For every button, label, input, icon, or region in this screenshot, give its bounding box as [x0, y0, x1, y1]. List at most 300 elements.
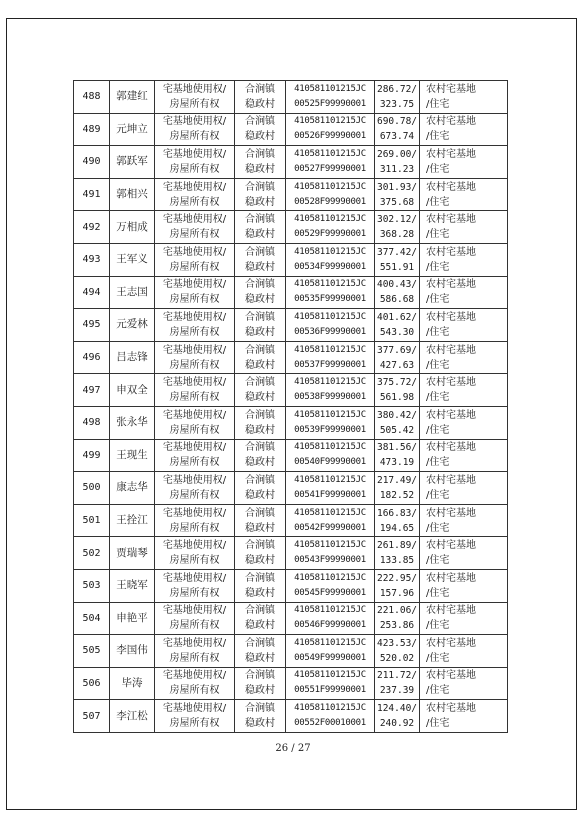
right-type-line: 房屋所有权 [169, 294, 220, 306]
land-use-cell [420, 341, 508, 374]
row-number-cell: 494 [74, 276, 110, 309]
area-cell [375, 504, 420, 537]
land-use-line: 农村宅基地 [426, 377, 476, 389]
table-row [74, 406, 508, 439]
parcel-code-line: 410581101215JC [294, 344, 366, 355]
parcel-code-cell [286, 276, 375, 309]
right-type-line: 宅基地使用权/ [162, 442, 227, 454]
parcel-code-cell [286, 569, 375, 602]
area-line: 520.02 [379, 652, 415, 664]
land-use-line: 农村宅基地 [426, 148, 476, 160]
right-type-line: 宅基地使用权/ [162, 181, 227, 193]
parcel-code-cell [286, 537, 375, 570]
table-row [74, 700, 508, 733]
area-cell [375, 667, 420, 700]
area-line: 427.63 [379, 359, 415, 371]
location-cell [235, 113, 286, 146]
parcel-code-cell [286, 504, 375, 537]
parcel-code-line: 00546F99990001 [294, 620, 366, 631]
location-line: 合涧镇 [245, 148, 275, 160]
land-use-line: /住宅 [426, 685, 450, 697]
land-use-line: /住宅 [426, 652, 450, 664]
area-line: 182.52 [379, 489, 415, 501]
land-use-line: 农村宅基地 [426, 442, 476, 454]
area-line: 323.75 [379, 98, 415, 110]
right-type-line: 房屋所有权 [169, 587, 220, 599]
location-line: 合涧镇 [245, 637, 275, 649]
right-type-line: 房屋所有权 [169, 261, 220, 273]
parcel-code-line: 410581101215JC [294, 572, 366, 583]
location-line: 稳政村 [245, 620, 275, 632]
property-register-table [73, 80, 508, 733]
right-type-line: 宅基地使用权/ [162, 409, 227, 421]
land-use-line: /住宅 [426, 457, 450, 469]
row-number-cell: 499 [74, 439, 110, 472]
land-use-line: /住宅 [426, 587, 450, 599]
location-cell [235, 81, 286, 114]
location-line: 合涧镇 [245, 409, 275, 421]
location-line: 合涧镇 [245, 377, 275, 389]
right-type-line: 房屋所有权 [169, 652, 220, 664]
location-line: 合涧镇 [245, 83, 275, 95]
land-use-cell [420, 602, 508, 635]
land-use-cell [420, 243, 508, 276]
land-use-line: 农村宅基地 [426, 605, 476, 617]
location-line: 稳政村 [245, 489, 275, 501]
parcel-code-line: 00526F99990001 [294, 131, 366, 142]
location-cell [235, 569, 286, 602]
parcel-code-line: 00536F99990001 [294, 326, 366, 337]
parcel-code-line: 00545F99990001 [294, 587, 366, 598]
parcel-code-line: 410581101215JC [294, 670, 366, 681]
area-cell [375, 569, 420, 602]
parcel-code-cell [286, 211, 375, 244]
right-type-line: 宅基地使用权/ [162, 377, 227, 389]
location-cell [235, 667, 286, 700]
land-use-cell [420, 439, 508, 472]
right-type-line: 房屋所有权 [169, 359, 220, 371]
owner-name-cell: 吕志锋 [110, 341, 155, 374]
right-type-cell [155, 635, 235, 668]
row-number-cell: 488 [74, 81, 110, 114]
owner-name-cell: 元坤立 [110, 113, 155, 146]
land-use-line: 农村宅基地 [426, 246, 476, 258]
right-type-line: 房屋所有权 [169, 424, 220, 436]
land-use-cell [420, 178, 508, 211]
parcel-code-line: 410581101215JC [294, 246, 366, 257]
parcel-code-line: 410581101215JC [294, 148, 366, 159]
land-use-cell [420, 374, 508, 407]
land-use-line: /住宅 [426, 359, 450, 371]
area-cell [375, 276, 420, 309]
owner-name-cell: 毕涛 [110, 667, 155, 700]
area-line: 286.72/ [376, 83, 418, 95]
area-cell [375, 146, 420, 179]
table-row [74, 341, 508, 374]
area-line: 124.40/ [376, 703, 418, 715]
area-line: 473.19 [379, 457, 415, 469]
land-use-line: 农村宅基地 [426, 540, 476, 552]
row-number-cell: 489 [74, 113, 110, 146]
right-type-line: 宅基地使用权/ [162, 605, 227, 617]
right-type-line: 房屋所有权 [169, 196, 220, 208]
location-line: 稳政村 [245, 424, 275, 436]
right-type-line: 房屋所有权 [169, 131, 220, 143]
location-line: 稳政村 [245, 359, 275, 371]
location-line: 合涧镇 [245, 214, 275, 226]
right-type-line: 房屋所有权 [169, 229, 220, 241]
parcel-code-line: 410581101215JC [294, 442, 366, 453]
owner-name-cell: 李江松 [110, 700, 155, 733]
area-line: 311.23 [379, 163, 415, 175]
location-cell [235, 537, 286, 570]
table-row [74, 113, 508, 146]
table-row [74, 439, 508, 472]
right-type-line: 宅基地使用权/ [162, 637, 227, 649]
land-use-cell [420, 635, 508, 668]
land-use-cell [420, 113, 508, 146]
owner-name-cell: 申双全 [110, 374, 155, 407]
area-line: 133.85 [379, 555, 415, 567]
table-row [74, 276, 508, 309]
right-type-line: 房屋所有权 [169, 555, 220, 567]
land-use-line: /住宅 [426, 131, 450, 143]
area-line: 302.12/ [376, 214, 418, 226]
parcel-code-line: 00540F99990001 [294, 457, 366, 468]
land-use-line: /住宅 [426, 196, 450, 208]
location-line: 合涧镇 [245, 507, 275, 519]
right-type-line: 宅基地使用权/ [162, 246, 227, 258]
right-type-line: 宅基地使用权/ [162, 279, 227, 291]
right-type-cell [155, 374, 235, 407]
location-line: 合涧镇 [245, 311, 275, 323]
location-cell [235, 211, 286, 244]
land-use-line: 农村宅基地 [426, 409, 476, 421]
area-line: 586.68 [379, 294, 415, 306]
right-type-cell [155, 211, 235, 244]
parcel-code-line: 00537F99990001 [294, 359, 366, 370]
area-line: 269.00/ [376, 148, 418, 160]
location-cell [235, 178, 286, 211]
parcel-code-cell [286, 309, 375, 342]
parcel-code-cell [286, 472, 375, 505]
land-use-cell [420, 81, 508, 114]
right-type-cell [155, 341, 235, 374]
land-use-line: /住宅 [426, 489, 450, 501]
location-line: 稳政村 [245, 229, 275, 241]
land-use-cell [420, 211, 508, 244]
location-line: 合涧镇 [245, 279, 275, 291]
right-type-line: 房屋所有权 [169, 620, 220, 632]
area-line: 543.30 [379, 326, 415, 338]
parcel-code-cell [286, 635, 375, 668]
owner-name-cell: 元爱林 [110, 309, 155, 342]
land-use-line: /住宅 [426, 392, 450, 404]
parcel-code-line: 410581101215JC [294, 703, 366, 714]
area-line: 381.56/ [376, 442, 418, 454]
table-row [74, 309, 508, 342]
location-line: 合涧镇 [245, 703, 275, 715]
area-line: 240.92 [379, 718, 415, 730]
table-row [74, 243, 508, 276]
land-use-cell [420, 667, 508, 700]
parcel-code-line: 00525F99990001 [294, 98, 366, 109]
parcel-code-line: 410581101215JC [294, 474, 366, 485]
location-cell [235, 406, 286, 439]
right-type-cell [155, 667, 235, 700]
area-line: 690.78/ [376, 116, 418, 128]
land-use-line: 农村宅基地 [426, 116, 476, 128]
right-type-cell [155, 439, 235, 472]
parcel-code-line: 410581101215JC [294, 83, 366, 94]
land-use-line: 农村宅基地 [426, 572, 476, 584]
parcel-code-cell [286, 146, 375, 179]
right-type-cell [155, 504, 235, 537]
location-line: 合涧镇 [245, 572, 275, 584]
owner-name-cell: 王志国 [110, 276, 155, 309]
land-use-line: /住宅 [426, 424, 450, 436]
right-type-cell [155, 700, 235, 733]
parcel-code-line: 00528F99990001 [294, 196, 366, 207]
row-number-cell: 506 [74, 667, 110, 700]
right-type-line: 宅基地使用权/ [162, 540, 227, 552]
table-row [74, 81, 508, 114]
row-number-cell: 503 [74, 569, 110, 602]
right-type-line: 房屋所有权 [169, 522, 220, 534]
location-cell [235, 439, 286, 472]
parcel-code-line: 410581101215JC [294, 311, 366, 322]
parcel-code-cell [286, 374, 375, 407]
area-cell [375, 406, 420, 439]
land-use-cell [420, 309, 508, 342]
area-line: 561.98 [379, 392, 415, 404]
land-use-line: /住宅 [426, 326, 450, 338]
right-type-line: 房屋所有权 [169, 718, 220, 730]
location-line: 稳政村 [245, 131, 275, 143]
parcel-code-line: 00534F99990001 [294, 261, 366, 272]
right-type-line: 宅基地使用权/ [162, 148, 227, 160]
row-number-cell: 507 [74, 700, 110, 733]
location-cell [235, 700, 286, 733]
land-use-line: 农村宅基地 [426, 637, 476, 649]
right-type-cell [155, 537, 235, 570]
area-line: 237.39 [379, 685, 415, 697]
right-type-line: 房屋所有权 [169, 98, 220, 110]
location-line: 稳政村 [245, 652, 275, 664]
area-line: 253.86 [379, 620, 415, 632]
table-row [74, 635, 508, 668]
right-type-line: 宅基地使用权/ [162, 703, 227, 715]
location-cell [235, 504, 286, 537]
area-line: 375.68 [379, 196, 415, 208]
parcel-code-line: 00538F99990001 [294, 392, 366, 403]
parcel-code-line: 410581101215JC [294, 116, 366, 127]
owner-name-cell: 郭相兴 [110, 178, 155, 211]
land-use-line: 农村宅基地 [426, 670, 476, 682]
parcel-code-cell [286, 81, 375, 114]
right-type-cell [155, 178, 235, 211]
row-number-cell: 496 [74, 341, 110, 374]
location-cell [235, 309, 286, 342]
owner-name-cell: 万相成 [110, 211, 155, 244]
parcel-code-cell [286, 602, 375, 635]
land-use-cell [420, 276, 508, 309]
right-type-cell [155, 146, 235, 179]
location-line: 合涧镇 [245, 442, 275, 454]
right-type-line: 宅基地使用权/ [162, 344, 227, 356]
owner-name-cell: 王现生 [110, 439, 155, 472]
land-use-line: 农村宅基地 [426, 181, 476, 193]
land-use-line: /住宅 [426, 98, 450, 110]
row-number-cell: 490 [74, 146, 110, 179]
row-number-cell: 492 [74, 211, 110, 244]
land-use-line: /住宅 [426, 620, 450, 632]
location-line: 稳政村 [245, 522, 275, 534]
area-line: 217.49/ [376, 474, 418, 486]
parcel-code-line: 00527F99990001 [294, 163, 366, 174]
land-use-line: 农村宅基地 [426, 703, 476, 715]
table-row [74, 211, 508, 244]
area-line: 505.42 [379, 424, 415, 436]
row-number-cell: 498 [74, 406, 110, 439]
row-number-cell: 491 [74, 178, 110, 211]
parcel-code-line: 00549F99990001 [294, 652, 366, 663]
location-line: 稳政村 [245, 555, 275, 567]
area-line: 211.72/ [376, 670, 418, 682]
parcel-code-cell [286, 439, 375, 472]
area-line: 551.91 [379, 261, 415, 273]
right-type-line: 宅基地使用权/ [162, 670, 227, 682]
land-use-cell [420, 406, 508, 439]
right-type-cell [155, 602, 235, 635]
right-type-line: 宅基地使用权/ [162, 214, 227, 226]
location-line: 合涧镇 [245, 116, 275, 128]
area-cell [375, 243, 420, 276]
right-type-cell [155, 81, 235, 114]
owner-name-cell: 康志华 [110, 472, 155, 505]
area-cell [375, 81, 420, 114]
parcel-code-cell [286, 406, 375, 439]
land-use-line: 农村宅基地 [426, 344, 476, 356]
area-line: 221.06/ [376, 605, 418, 617]
owner-name-cell: 郭跃军 [110, 146, 155, 179]
parcel-code-line: 00539F99990001 [294, 424, 366, 435]
area-cell [375, 113, 420, 146]
parcel-code-line: 00543F99990001 [294, 555, 366, 566]
area-line: 222.95/ [376, 572, 418, 584]
right-type-line: 房屋所有权 [169, 457, 220, 469]
land-use-line: /住宅 [426, 163, 450, 175]
location-cell [235, 374, 286, 407]
location-line: 合涧镇 [245, 540, 275, 552]
parcel-code-line: 410581101215JC [294, 181, 366, 192]
area-cell [375, 700, 420, 733]
right-type-cell [155, 569, 235, 602]
area-cell [375, 635, 420, 668]
location-line: 稳政村 [245, 261, 275, 273]
parcel-code-line: 410581101215JC [294, 605, 366, 616]
row-number-cell: 505 [74, 635, 110, 668]
table-row [74, 374, 508, 407]
right-type-cell [155, 243, 235, 276]
row-number-cell: 497 [74, 374, 110, 407]
location-line: 稳政村 [245, 326, 275, 338]
land-use-line: 农村宅基地 [426, 311, 476, 323]
area-line: 380.42/ [376, 409, 418, 421]
parcel-code-line: 410581101215JC [294, 637, 366, 648]
location-line: 合涧镇 [245, 246, 275, 258]
location-cell [235, 602, 286, 635]
land-use-line: /住宅 [426, 718, 450, 730]
area-line: 368.28 [379, 229, 415, 241]
parcel-code-line: 410581101215JC [294, 507, 366, 518]
land-use-cell [420, 504, 508, 537]
area-line: 375.72/ [376, 377, 418, 389]
land-use-line: /住宅 [426, 261, 450, 273]
land-use-line: 农村宅基地 [426, 83, 476, 95]
right-type-line: 房屋所有权 [169, 489, 220, 501]
parcel-code-line: 410581101215JC [294, 214, 366, 225]
parcel-code-cell [286, 113, 375, 146]
owner-name-cell: 王晓军 [110, 569, 155, 602]
owner-name-cell: 申艳平 [110, 602, 155, 635]
row-number-cell: 501 [74, 504, 110, 537]
right-type-line: 房屋所有权 [169, 392, 220, 404]
area-line: 166.83/ [376, 507, 418, 519]
land-use-line: 农村宅基地 [426, 279, 476, 291]
location-line: 稳政村 [245, 718, 275, 730]
parcel-code-line: 410581101215JC [294, 279, 366, 290]
page-number: 26 / 27 [275, 743, 311, 754]
table-row [74, 472, 508, 505]
parcel-code-line: 00541F99990001 [294, 489, 366, 500]
right-type-line: 房屋所有权 [169, 685, 220, 697]
parcel-code-line: 00529F99990001 [294, 229, 366, 240]
owner-name-cell: 王拴江 [110, 504, 155, 537]
land-use-cell [420, 537, 508, 570]
location-line: 合涧镇 [245, 344, 275, 356]
parcel-code-line: 410581101215JC [294, 409, 366, 420]
land-use-line: /住宅 [426, 555, 450, 567]
parcel-code-cell [286, 341, 375, 374]
owner-name-cell: 贾瑞琴 [110, 537, 155, 570]
parcel-code-line: 410581101215JC [294, 540, 366, 551]
area-line: 261.89/ [376, 540, 418, 552]
area-line: 377.69/ [376, 344, 418, 356]
table-row [74, 602, 508, 635]
area-line: 157.96 [379, 587, 415, 599]
right-type-line: 宅基地使用权/ [162, 507, 227, 519]
right-type-line: 宅基地使用权/ [162, 474, 227, 486]
parcel-code-line: 00551F99990001 [294, 685, 366, 696]
table-row [74, 178, 508, 211]
owner-name-cell: 王军义 [110, 243, 155, 276]
location-cell [235, 146, 286, 179]
row-number-cell: 502 [74, 537, 110, 570]
owner-name-cell: 李国伟 [110, 635, 155, 668]
right-type-cell [155, 406, 235, 439]
parcel-code-cell [286, 243, 375, 276]
owner-name-cell: 张永华 [110, 406, 155, 439]
area-cell [375, 537, 420, 570]
land-use-cell [420, 700, 508, 733]
table-row [74, 537, 508, 570]
location-line: 稳政村 [245, 163, 275, 175]
location-line: 合涧镇 [245, 605, 275, 617]
area-cell [375, 602, 420, 635]
land-use-line: /住宅 [426, 229, 450, 241]
table-row [74, 569, 508, 602]
